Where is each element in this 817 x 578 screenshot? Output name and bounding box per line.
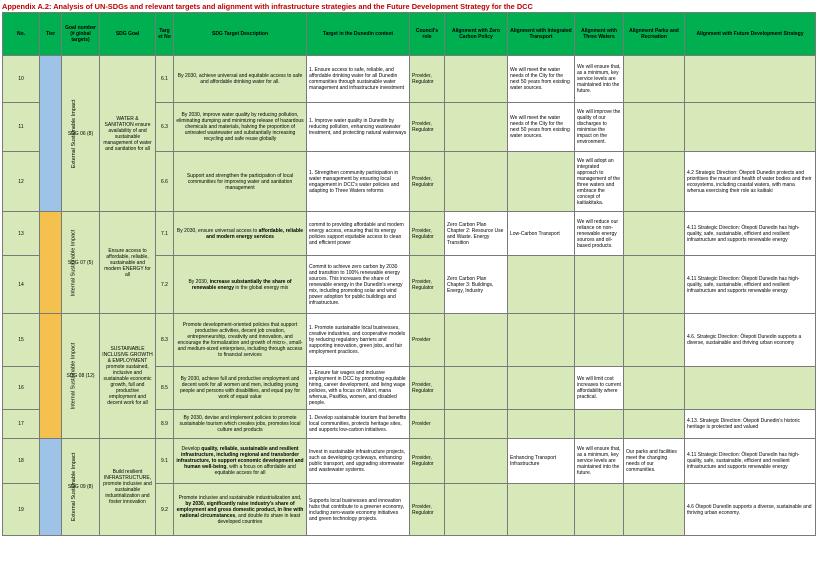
fds-cell — [685, 103, 816, 152]
parks-cell — [624, 256, 685, 314]
target-number: 9.2 — [156, 484, 174, 536]
tier-label: Internal Sustainable Impact — [70, 229, 77, 296]
description-bold: quality, reliable, sustainable and resilient infrastructure, including regional and transborder infrastructure, to support economic development and human well-being — [176, 446, 304, 470]
document-title: Appendix A.2: Analysis of UN-SDGs and relevant targets and alignment with infrastructure strategies and the Future Development Strategy for the DCC — [2, 2, 533, 11]
three-waters-cell — [575, 484, 624, 536]
transport-cell: We will meet the water needs of the City for the next 50 years from existing water sources. — [508, 56, 575, 103]
fds-cell: 4.2 Strategic Direction: Ōtepoti Dunedin protects and prioritises the mauri and health of water bodies and their ecosystems, including coastal waters, with mana whenua exercising their role as kaitiaki — [685, 152, 816, 212]
three-waters-cell: We will improve the quality of our discharges to minimise the impact on the environment. — [575, 103, 624, 152]
parks-cell — [624, 212, 685, 256]
row-number: 13 — [3, 212, 40, 256]
header-three-waters: Alignment with Three Waters — [575, 13, 624, 56]
header-row — [3, 13, 816, 56]
row-number: 10 — [3, 56, 40, 103]
parks-cell — [624, 367, 685, 410]
row-number: 18 — [3, 439, 40, 484]
row-number: 12 — [3, 152, 40, 212]
target-description — [174, 314, 307, 367]
description-bold: affordable, reliable and modern energy services — [206, 227, 304, 240]
fds-cell — [685, 56, 816, 103]
transport-cell: Low-Carbon Transport — [508, 212, 575, 256]
description-text: , with a focus on affordable and equitable access for all — [214, 464, 296, 476]
header-council-role: Council's role — [410, 13, 445, 56]
fds-cell: 4.11 Strategic Direction: Ōtepoti Dunedin has high-quality, safe, sustainable, efficient and resilient infrastructure and supports renewable energy — [685, 256, 816, 314]
tier-cell — [40, 439, 78, 536]
header-target-description: SDG Target Description — [174, 13, 307, 56]
description-text: By 2030, devise and implement policies to promote sustainable tourism which creates jobs, promotes local culture and products — [179, 415, 301, 433]
header-target-no: Target No — [156, 13, 174, 56]
zero-carbon-cell: Zero Carbon Plan Chapter 3: Buildings, Energy, Industry — [445, 256, 508, 314]
council-role: Provider, Regulator — [410, 152, 445, 212]
council-role: Provider, Regulator — [410, 212, 445, 256]
description-text: By 2030, improve water quality by reducing pollution, eliminating dumping and minimizing release of hazardous chemicals and materials, halving the proportion of untreated wastewater and substantially increasing recycling and safe reuse globally — [176, 112, 304, 142]
target-context: 1. Ensure access to safe, reliable, and affordable drinking water for all Dunedin communities through sustainable water management and infrastructure investment — [307, 56, 410, 103]
header-future-development-strategy: Alignment with Future Development Strategy — [685, 13, 816, 56]
parks-cell — [624, 484, 685, 536]
target-context: Supports local businesses and innovation hubs that contribute to a greener economy, including zero-waste economy initiatives and green technology projects. — [307, 484, 410, 536]
target-description — [174, 439, 307, 484]
three-waters-cell — [575, 410, 624, 439]
council-role: Provider, Regulator — [410, 56, 445, 103]
council-role: Provider, Regulator — [410, 367, 445, 410]
transport-cell — [508, 152, 575, 212]
row-number: 19 — [3, 484, 40, 536]
zero-carbon-cell: Zero Carbon Plan Chapter 2: Resource Use and Waste. Energy Transition — [445, 212, 508, 256]
table-row — [3, 439, 816, 484]
zero-carbon-cell — [445, 152, 508, 212]
description-text: in the global energy mix — [234, 284, 289, 291]
sdg-goal: WATER & SANITATION ensure availability of and sustainable management of water and sanitation for all — [100, 56, 156, 212]
description-bold: by 2030, significantly raise industry's share of employment and gross domestic product, in line with national circumstances — [176, 500, 304, 519]
target-number: 7.2 — [156, 256, 174, 314]
table-row — [3, 212, 816, 256]
header-parks-recreation: Alignment Parks and Recreation — [624, 13, 685, 56]
council-role: Provider, Regulator — [410, 484, 445, 536]
parks-cell — [624, 410, 685, 439]
target-description — [174, 212, 307, 256]
goal-number: SDG 06 (8) — [62, 56, 100, 212]
header-tier: Tier — [40, 13, 62, 56]
row-number: 16 — [3, 367, 40, 410]
tier-label: External Sustainable Impact — [71, 452, 78, 522]
zero-carbon-cell — [445, 484, 508, 536]
tier-cell — [40, 56, 78, 212]
zero-carbon-cell — [445, 56, 508, 103]
transport-cell — [508, 256, 575, 314]
header-zero-carbon: Alignment with Zero Carbon Policy — [445, 13, 508, 56]
description-text: , and double its share in least developed countries — [217, 512, 301, 525]
description-text: By 2030, achieve full and productive employment and decent work for all women and men, including young people and persons with disabilities, and equal pay for work of equal value — [179, 376, 301, 400]
description-text: Promote inclusive and sustainable industrialization and, — [178, 494, 302, 501]
fds-cell — [685, 367, 816, 410]
council-role: Provider, Regulator — [410, 439, 445, 484]
description-text: Promote development-oriented policies that support productive activities, decent job creation, entrepreneurship, creativity and innovation, and encourage the formalization and growth of micro-, small- and medium-sized enterprises, including through access to financial services — [177, 322, 303, 358]
sdg-goal: Ensure access to affordable, reliable, sustainable and modern ENERGY for all — [100, 212, 156, 314]
three-waters-cell: We will ensure that, as a minimum, key service levels are maintained into the future. — [575, 439, 624, 484]
target-number: 9.1 — [156, 439, 174, 484]
target-number: 8.9 — [156, 410, 174, 439]
transport-cell: We will meet the water needs of the City for the next 50 years from existing water sources. — [508, 103, 575, 152]
fds-cell: 4.11 Strategic Direction: Ōtepoti Dunedin has high-quality, safe, sustainable, efficient and resilient infrastructure and supports renewable energy — [685, 212, 816, 256]
target-description — [174, 152, 307, 212]
sdg-goal: SUSTAINABLE INCLUSIVE GROWTH & EMPLOYMENT promote sustained, inclusive and sustainable economic growth, full and productive employment and decent work for all — [100, 314, 156, 439]
fds-cell: 4.13. Strategic Direction: Ōtepoti Dunedin's historic heritage is protected and valued — [685, 410, 816, 439]
header-goal-number: Goal number (# global targets) — [62, 13, 100, 56]
council-role: Provider, Regulator — [410, 256, 445, 314]
header-target-context: Target in the Dunedin context — [307, 13, 410, 56]
target-description — [174, 56, 307, 103]
target-number: 8.3 — [156, 314, 174, 367]
transport-cell — [508, 484, 575, 536]
zero-carbon-cell — [445, 410, 508, 439]
goal-number: SDG 08 (12) — [62, 314, 100, 439]
goal-number: SDG 07 (5) — [62, 212, 100, 314]
parks-cell — [624, 314, 685, 367]
council-role: Provider — [410, 410, 445, 439]
three-waters-cell: We will reduce our reliance on non-renewable energy sources and oil-based products. — [575, 212, 624, 256]
council-role: Provider, Regulator — [410, 103, 445, 152]
description-text: By 2030, achieve universal and equitable access to safe and affordable drinking water for all. — [177, 73, 303, 85]
transport-cell — [508, 410, 575, 439]
tier-cell — [40, 212, 77, 314]
fds-cell: 4.6. Strategic Direction: Ōtepoti Dunedin supports a diverse, sustainable and thriving urban economy — [685, 314, 816, 367]
target-description — [174, 256, 307, 314]
row-number: 17 — [3, 410, 40, 439]
header-no: No. — [3, 13, 40, 56]
goal-number: SDG 09 (8) — [62, 439, 100, 536]
target-context: commit to providing affordable and modern energy access, ensuring that its energy policies support equitable access to clean and efficient power — [307, 212, 410, 256]
target-context: 1. Promote sustainable local businesses, creative industries, and cooperative models by reducing regulatory barriers and supporting innovation, green jobs, and fair employment practices. — [307, 314, 410, 367]
sdg-goal: Build resilient INFRASTRUCTURE, promote inclusive and sustainable industrialization and foster innovation — [100, 439, 156, 536]
target-number: 7.1 — [156, 212, 174, 256]
table-row — [3, 314, 816, 367]
target-context: Invest in sustainable infrastructure projects, such as developing cycleways, enhancing public transport, and upgrading stormwater and wastewater systems. — [307, 439, 410, 484]
target-description — [174, 484, 307, 536]
zero-carbon-cell — [445, 439, 508, 484]
table-row — [3, 56, 816, 103]
target-number: 8.5 — [156, 367, 174, 410]
target-context: 1. Strengthen community participation in water management by ensuring local engagement in DCC's water policies and adapting to Three Waters reforms — [307, 152, 410, 212]
target-description — [174, 103, 307, 152]
three-waters-cell: We will adopt an integrated approach to management of the three waters and embrace the concept of kaitiakitaka. — [575, 152, 624, 212]
parks-cell — [624, 56, 685, 103]
target-context: Commit to achieve zero carbon by 2030 and transition to 100% renewable energy sources. This increases the share of renewable energy in the Dunedin's energy mix, including promoting solar and wind power adoption for public buildings and infrastructure. — [307, 256, 410, 314]
zero-carbon-cell — [445, 314, 508, 367]
target-number: 6.6 — [156, 152, 174, 212]
parks-cell — [624, 152, 685, 212]
header-integrated-transport: Alignment with Integrated Transport — [508, 13, 575, 56]
tier-label: External Sustainable Impact — [71, 99, 78, 168]
three-waters-cell — [575, 256, 624, 314]
tier-cell — [40, 314, 77, 439]
transport-cell — [508, 367, 575, 410]
fds-cell: 4.6 Ōtepoti Dunedin supports a diverse, sustainable and thriving urban economy. — [685, 484, 816, 536]
target-number: 6.3 — [156, 103, 174, 152]
description-text: Develop — [181, 446, 202, 452]
zero-carbon-cell — [445, 367, 508, 410]
three-waters-cell — [575, 314, 624, 367]
parks-cell: Our parks and facilities meet the changing needs of our communities. — [624, 439, 685, 484]
transport-cell: Enhancing Transport Infrastructure — [508, 439, 575, 484]
row-number: 15 — [3, 314, 40, 367]
row-number: 11 — [3, 103, 40, 152]
fds-cell: 4.11 Strategic Direction: Ōtepoti Dunedin has high-quality, safe, sustainable, efficient and resilient infrastructure and supports renewable energy — [685, 439, 816, 484]
council-role: Provider — [410, 314, 445, 367]
header-sdg-goal: SDG Goal — [100, 13, 156, 56]
description-text: Support and strengthen the participation of local communities for improving water and sanitation management — [186, 172, 294, 191]
zero-carbon-cell — [445, 103, 508, 152]
target-context: 1. Ensure fair wages and inclusive employment in DCC by promoting equitable hiring, career development, and living wage policies, with a focus on Māori, mana whenua, Pasifika, women, and disabled people. — [307, 367, 410, 410]
target-description — [174, 367, 307, 410]
sdg-analysis-table — [2, 12, 816, 536]
tier-label: Internal Sustainable Impact — [70, 342, 77, 410]
target-number: 6.1 — [156, 56, 174, 103]
description-text: By 2030, — [188, 278, 210, 285]
description-text: By 2030, ensure universal access to — [176, 227, 259, 234]
description-bold: increase substantially the share of renewable energy — [191, 278, 292, 291]
target-description — [174, 410, 307, 439]
target-context: 1. Develop sustainable tourism that benefits local communities, protects heritage sites, and supports low-carbon initiatives. — [307, 410, 410, 439]
transport-cell — [508, 314, 575, 367]
parks-cell — [624, 103, 685, 152]
three-waters-cell: We will ensure that, as a minimum, key service levels are maintained into the future. — [575, 56, 624, 103]
row-number: 14 — [3, 256, 40, 314]
target-context: 1. Improve water quality in Dunedin by reducing pollution, enhancing wastewater treatment, and protecting natural waterways — [307, 103, 410, 152]
three-waters-cell: We will limit cost increases to current affordability where practical. — [575, 367, 624, 410]
